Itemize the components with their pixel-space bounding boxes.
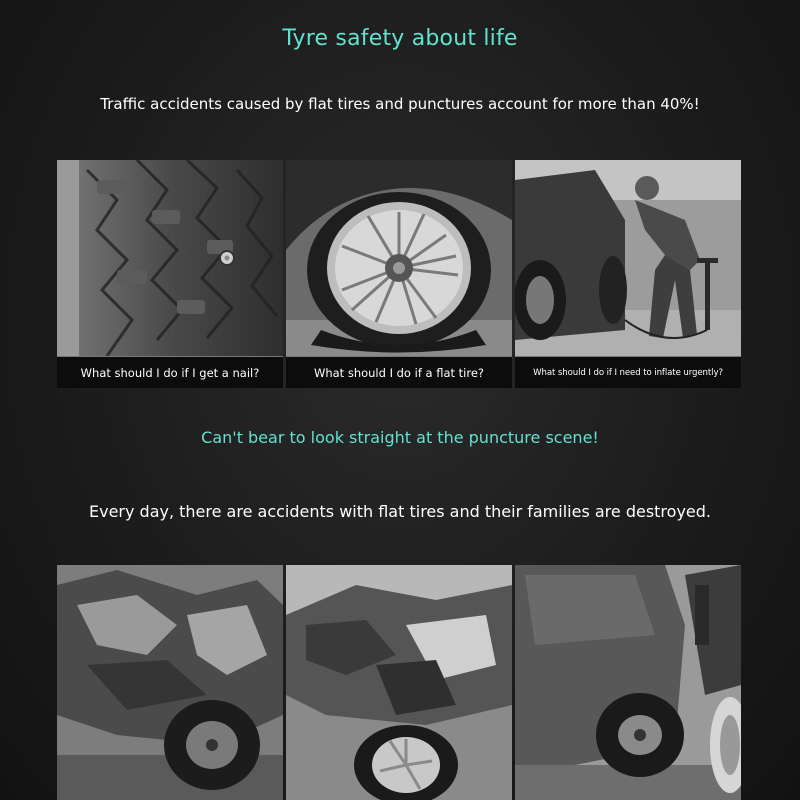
inflate-tire-photo (515, 160, 741, 356)
bottom-photo-row (57, 565, 741, 800)
crash-wreck-panel-3 (515, 565, 741, 800)
panel-caption: What should I do if I get a nail? (80, 366, 260, 380)
crash-wreck-photo-2 (286, 565, 512, 800)
crash-wreck-panel-1 (57, 565, 283, 800)
crash-wreck-photo-3 (515, 565, 741, 800)
panel-caption: What should I do if a flat tire? (313, 366, 485, 380)
crash-wreck-photo-1 (57, 565, 283, 800)
caption-bar (515, 356, 741, 388)
panel-caption: What should I do if I need to inflate urgently? (533, 368, 723, 378)
section-heading: Can't bear to look straight at the puncture scene! (201, 428, 599, 447)
nail-in-tire-photo (57, 160, 283, 356)
caption-bar (286, 356, 512, 388)
nail-in-tire-panel (57, 160, 283, 388)
caption-bar (57, 356, 283, 388)
inflate-tire-panel (515, 160, 741, 388)
section-text: Every day, there are accidents with flat tires and their families are destroyed. (88, 502, 711, 521)
page-title: Tyre safety about life (282, 26, 518, 51)
page-subtitle: Traffic accidents caused by flat tires and punctures account for more than 40%! (100, 95, 700, 113)
top-photo-row (57, 160, 741, 388)
flat-tire-photo (286, 160, 512, 356)
crash-wreck-panel-2 (286, 565, 512, 800)
flat-tire-panel (286, 160, 512, 388)
